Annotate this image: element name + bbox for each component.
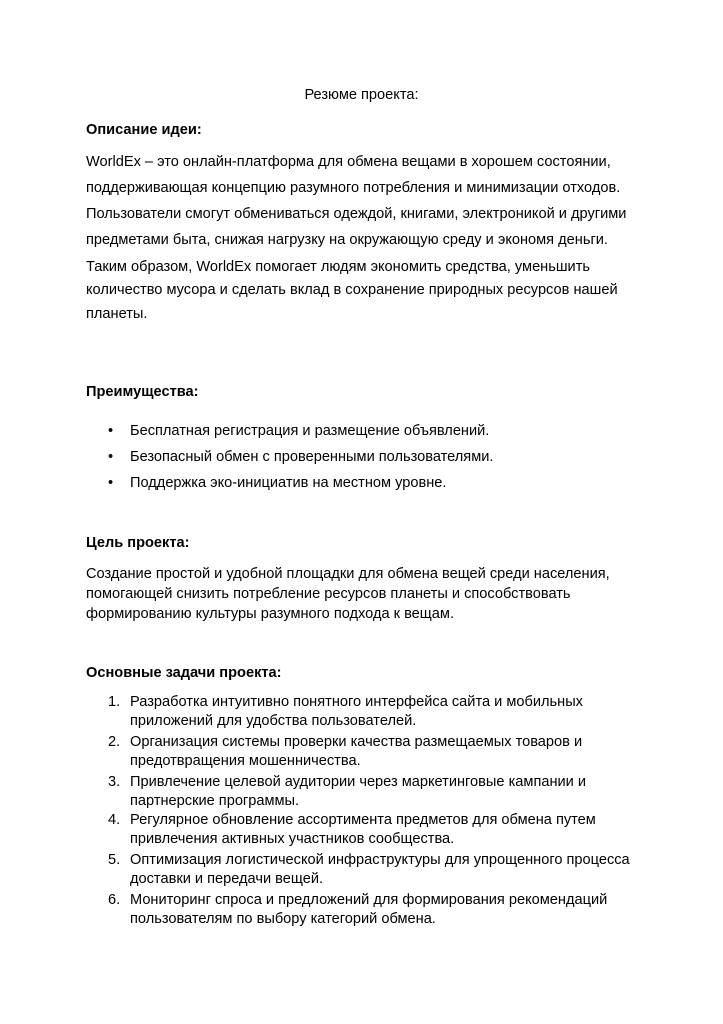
task-line: Разработка интуитивно понятного интерфейса сайта и мобильных [130,694,583,710]
goal-line: формированию культуры разумного подхода к вещам. [86,606,455,622]
advantages-heading: Преимущества: [86,384,199,400]
idea-line: предметами быта, снижая нагрузку на окружающую среду и экономя деньги. [86,232,608,248]
goal-line: Создание простой и удобной площадки для обмена вещей среди населения, [86,566,610,582]
idea-line: Таким образом, WorldEx помогает людям экономить средства, уменьшить [86,259,590,275]
goal-line: помогающей снизить потребление ресурсов планеты и способствовать [86,586,571,602]
list-number: 3. [108,774,121,790]
task-line: партнерские программы. [130,793,300,809]
list-number: 5. [108,852,121,868]
bullet-icon: • [108,423,114,439]
task-line: привлечения активных участников сообщества. [130,831,455,847]
list-item: Безопасный обмен с проверенными пользователями. [130,449,494,465]
list-number: 2. [108,734,121,750]
idea-line: количество мусора и сделать вклад в сохранение природных ресурсов нашей [86,282,618,298]
task-line: Мониторинг спроса и предложений для формирования рекомендаций [130,892,608,908]
list-number: 6. [108,892,121,908]
task-line: доставки и передачи вещей. [130,871,324,887]
idea-line: поддерживающая концепцию разумного потребления и минимизации отходов. [86,180,621,196]
list-number: 4. [108,812,121,828]
idea-line: Пользователи смогут обмениваться одеждой, книгами, электроникой и другими [86,206,627,222]
list-number: 1. [108,694,121,710]
task-line: Организация системы проверки качества размещаемых товаров и [130,734,583,750]
bullet-icon: • [108,449,114,465]
tasks-heading: Основные задачи проекта: [86,665,282,681]
page-title: Резюме проекта: [304,87,419,103]
task-line: Привлечение целевой аудитории через маркетинговые кампании и [130,774,587,790]
task-line: предотвращения мошенничества. [130,753,361,769]
task-line: пользователям по выбору категорий обмена. [130,911,436,927]
task-line: Оптимизация логистической инфраструктуры для упрощенного процесса [130,852,630,868]
idea-line: планеты. [86,306,148,322]
task-line: Регулярное обновление ассортимента предметов для обмена путем [130,812,596,828]
list-item: Бесплатная регистрация и размещение объявлений. [130,423,490,439]
bullet-icon: • [108,475,114,491]
list-item: Поддержка эко-инициатив на местном уровне. [130,475,447,491]
goal-heading: Цель проекта: [86,535,190,551]
idea-heading: Описание идеи: [86,122,202,138]
task-line: приложений для удобства пользователей. [130,713,417,729]
idea-line: WorldEx – это онлайн-платформа для обмена вещами в хорошем состоянии, [86,154,611,170]
